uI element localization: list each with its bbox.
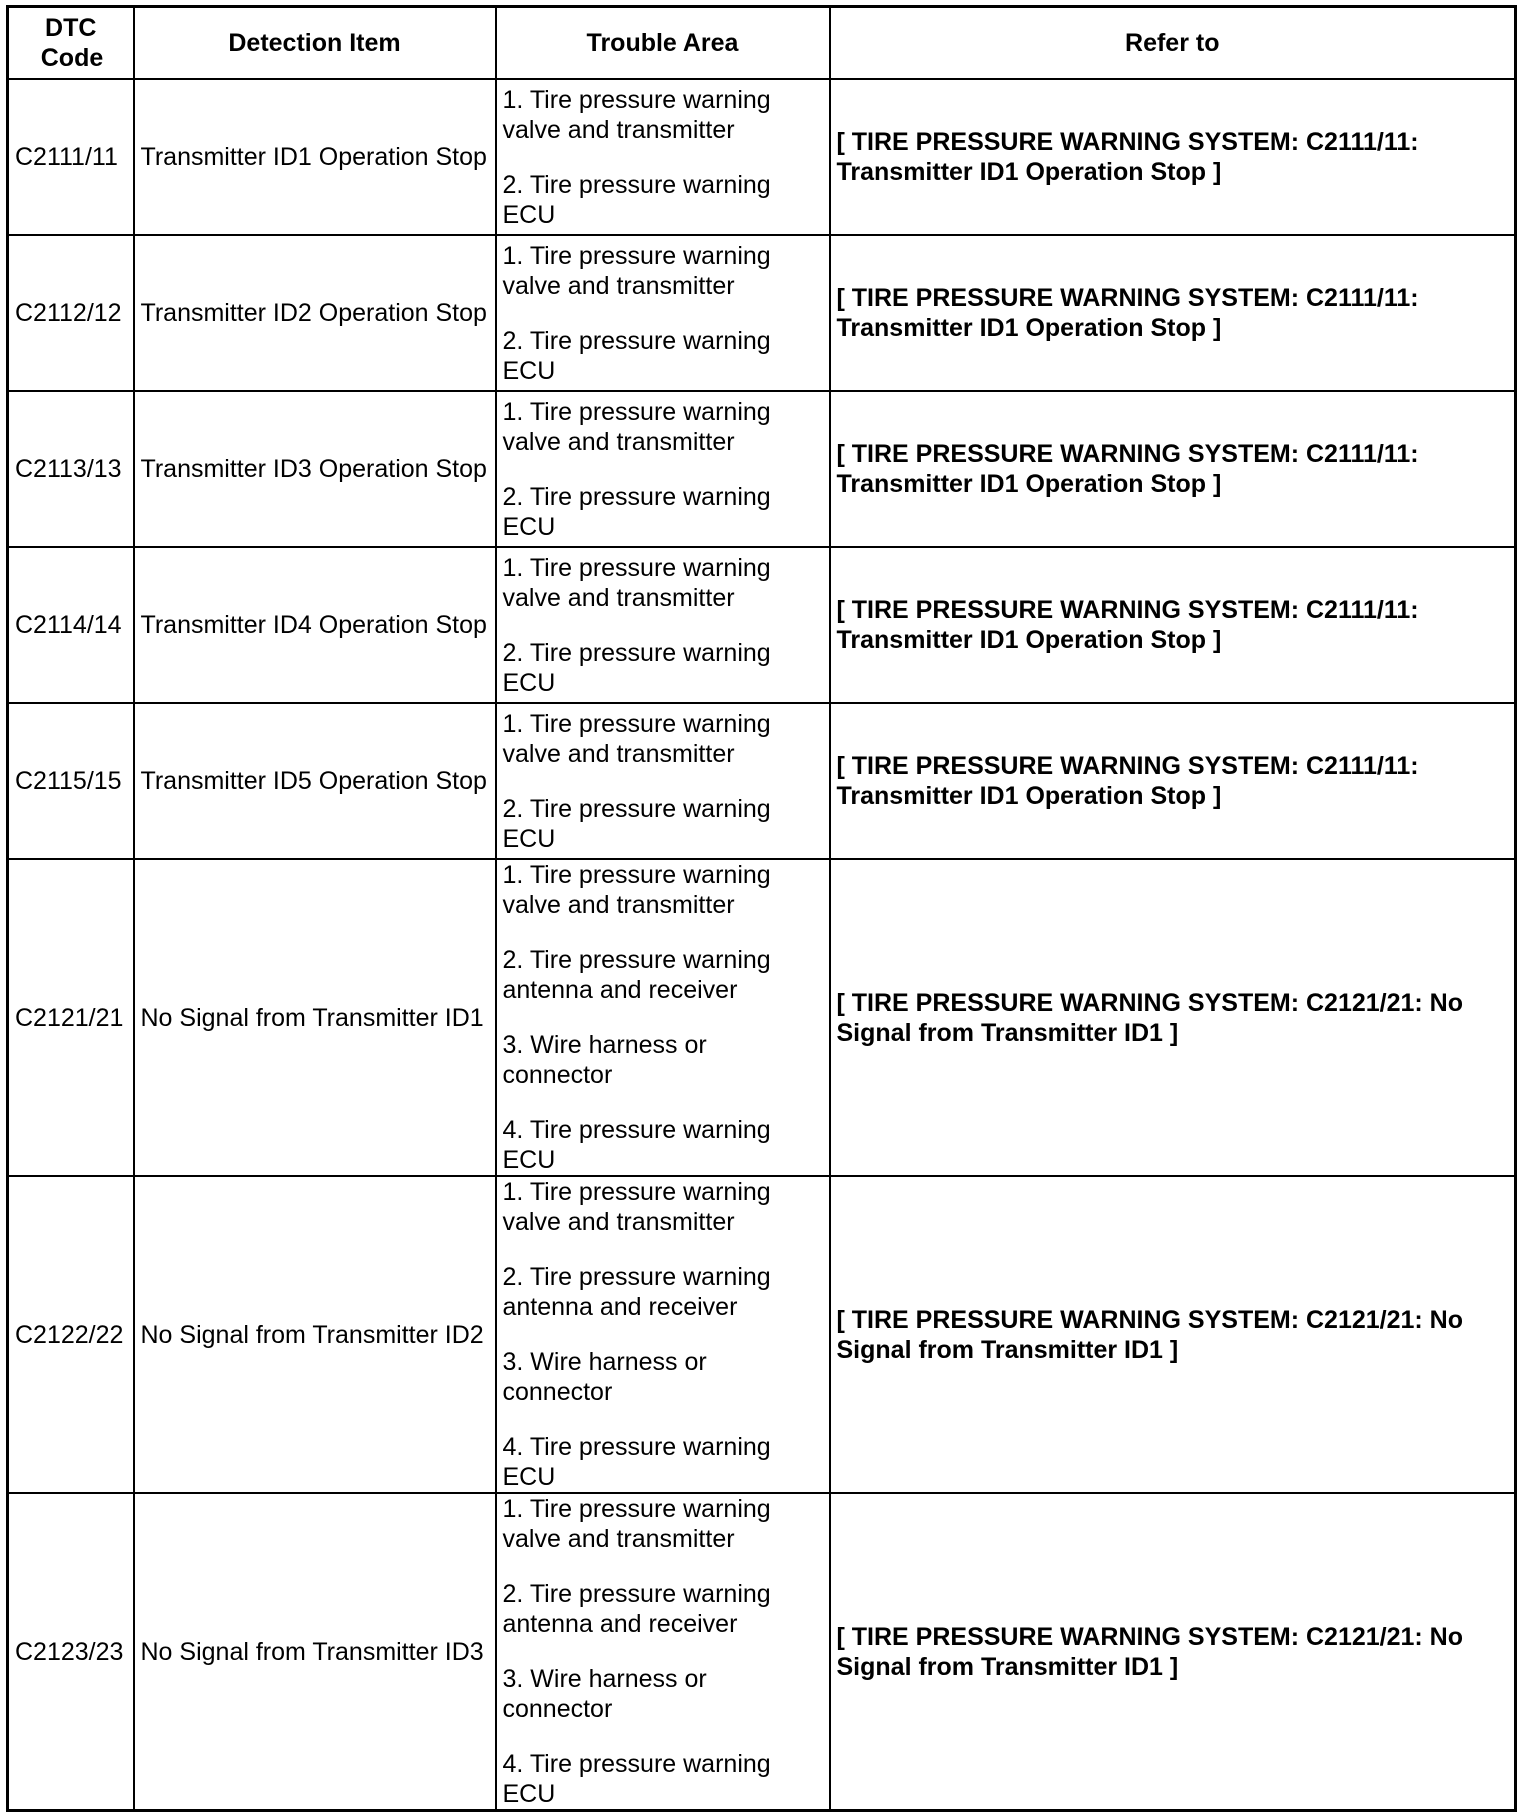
detection-item-cell: Transmitter ID3 Operation Stop	[134, 391, 496, 547]
detection-item-cell: No Signal from Transmitter ID2	[134, 1176, 496, 1493]
refer-to-cell: [ TIRE PRESSURE WARNING SYSTEM: C2111/11: Transmitter ID1 Operation Stop ]	[830, 703, 1516, 859]
header-dtc-code	[8, 7, 134, 80]
table-body	[8, 79, 1516, 1811]
table-row	[8, 79, 1516, 235]
detection-item-cell: No Signal from Transmitter ID3	[134, 1493, 496, 1811]
table-row	[8, 235, 1516, 391]
trouble-area-entry: 4. Tire pressure warning ECU	[502, 1433, 771, 1491]
dtc-table	[6, 5, 1517, 1812]
dtc-code-cell: C2112/12	[8, 235, 134, 391]
trouble-area-entry: 1. Tire pressure warning valve and transmitter	[502, 241, 771, 300]
header-detection-item: Detection Item	[134, 7, 496, 80]
trouble-area-entry: 1. Tire pressure warning valve and transmitter	[502, 553, 771, 612]
header-refer-to: Refer to	[830, 7, 1516, 80]
refer-to-cell: [ TIRE PRESSURE WARNING SYSTEM: C2121/21: No Signal from Transmitter ID1 ]	[830, 1176, 1516, 1493]
dtc-code-cell: C2123/23	[8, 1493, 134, 1811]
trouble-area-entry: 3. Wire harness or connector	[502, 1348, 707, 1406]
trouble-area-entry: 2. Tire pressure warning ECU	[502, 794, 771, 853]
header-dtc-code-label: DTC Code	[40, 14, 104, 72]
trouble-area-entry: 2. Tire pressure warning ECU	[502, 326, 771, 385]
trouble-area-entry: 2. Tire pressure warning antenna and receiver	[502, 1263, 771, 1321]
trouble-area-entry: 4. Tire pressure warning ECU	[502, 1750, 771, 1808]
trouble-area-cell	[496, 703, 830, 859]
dtc-code-cell: C2115/15	[8, 703, 134, 859]
trouble-area-cell	[496, 391, 830, 547]
trouble-area-entry: 1. Tire pressure warning valve and transmitter	[502, 861, 771, 919]
table-row	[8, 1493, 1516, 1811]
trouble-area-entry: 4. Tire pressure warning ECU	[502, 1116, 771, 1174]
refer-to-cell: [ TIRE PRESSURE WARNING SYSTEM: C2121/21: No Signal from Transmitter ID1 ]	[830, 1493, 1516, 1811]
refer-to-cell: [ TIRE PRESSURE WARNING SYSTEM: C2111/11: Transmitter ID1 Operation Stop ]	[830, 79, 1516, 235]
trouble-area-cell	[496, 1493, 830, 1811]
detection-item-cell: Transmitter ID5 Operation Stop	[134, 703, 496, 859]
trouble-area-entry: 2. Tire pressure warning antenna and receiver	[502, 1580, 771, 1638]
refer-to-cell: [ TIRE PRESSURE WARNING SYSTEM: C2111/11: Transmitter ID1 Operation Stop ]	[830, 547, 1516, 703]
refer-to-cell: [ TIRE PRESSURE WARNING SYSTEM: C2111/11: Transmitter ID1 Operation Stop ]	[830, 235, 1516, 391]
trouble-area-cell	[496, 235, 830, 391]
header-row	[8, 7, 1516, 80]
table-row	[8, 391, 1516, 547]
trouble-area-entry: 3. Wire harness or connector	[502, 1665, 707, 1723]
trouble-area-entry: 2. Tire pressure warning antenna and receiver	[502, 946, 771, 1004]
detection-item-cell: Transmitter ID4 Operation Stop	[134, 547, 496, 703]
trouble-area-entry: 2. Tire pressure warning ECU	[502, 638, 771, 697]
refer-to-cell: [ TIRE PRESSURE WARNING SYSTEM: C2111/11: Transmitter ID1 Operation Stop ]	[830, 391, 1516, 547]
detection-item-cell: Transmitter ID1 Operation Stop	[134, 79, 496, 235]
table-row	[8, 859, 1516, 1176]
dtc-code-cell: C2114/14	[8, 547, 134, 703]
dtc-code-cell: C2122/22	[8, 1176, 134, 1493]
trouble-area-entry: 1. Tire pressure warning valve and transmitter	[502, 85, 771, 144]
table-header	[8, 7, 1516, 80]
trouble-area-entry: 1. Tire pressure warning valve and transmitter	[502, 1178, 771, 1236]
table-row	[8, 703, 1516, 859]
trouble-area-entry: 1. Tire pressure warning valve and transmitter	[502, 397, 771, 456]
trouble-area-entry: 3. Wire harness or connector	[502, 1031, 707, 1089]
detection-item-cell: No Signal from Transmitter ID1	[134, 859, 496, 1176]
trouble-area-cell	[496, 547, 830, 703]
trouble-area-entry: 2. Tire pressure warning ECU	[502, 170, 771, 229]
trouble-area-entry: 1. Tire pressure warning valve and transmitter	[502, 709, 771, 768]
table-row	[8, 547, 1516, 703]
trouble-area-cell	[496, 79, 830, 235]
trouble-area-cell	[496, 1176, 830, 1493]
table-row	[8, 1176, 1516, 1493]
trouble-area-cell	[496, 859, 830, 1176]
dtc-code-cell: C2111/11	[8, 79, 134, 235]
dtc-code-cell: C2113/13	[8, 391, 134, 547]
header-trouble-area: Trouble Area	[496, 7, 830, 80]
refer-to-cell: [ TIRE PRESSURE WARNING SYSTEM: C2121/21: No Signal from Transmitter ID1 ]	[830, 859, 1516, 1176]
trouble-area-entry: 2. Tire pressure warning ECU	[502, 482, 771, 541]
detection-item-cell: Transmitter ID2 Operation Stop	[134, 235, 496, 391]
trouble-area-entry: 1. Tire pressure warning valve and transmitter	[502, 1495, 771, 1553]
dtc-code-cell: C2121/21	[8, 859, 134, 1176]
